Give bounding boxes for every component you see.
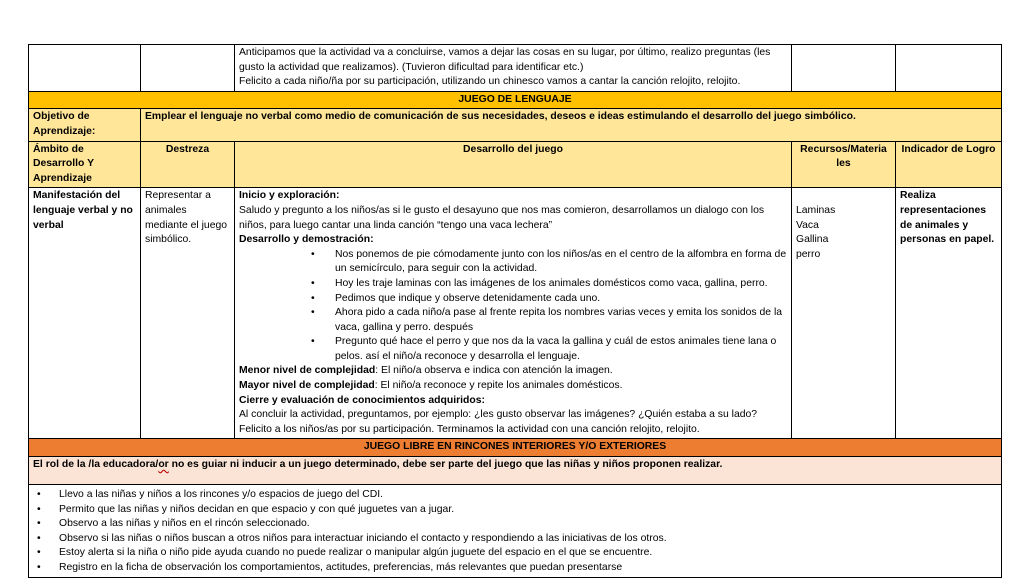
- recurso-item: Vaca: [796, 219, 819, 231]
- destreza-cell: Representar a animales mediante el juego simbólico.: [141, 188, 235, 439]
- closing-activity-cell: [235, 45, 792, 92]
- list-item: • Estoy alerta si la niña o niño pide ayuda cuando no puede realizar o manipular algún juguete del espacio en el que se encuentre.: [33, 546, 997, 561]
- list-item: • Pregunto qué hace el perro y que nos da la vaca la gallina y cuál de estos animales tiene lana o pelos. así el niño/a reconoce y desarrolla el lenguaje.: [239, 335, 787, 364]
- cierre-text: Al concluir la actividad, preguntamos, por ejemplo: ¿les gusto observar las imágenes? ¿Quién estaba a su lado? Felicito a los niños/as por su participación. Terminamos la actividad con una canción relojito, relojito.: [239, 409, 758, 435]
- objective-row: [29, 109, 1002, 141]
- cierre-label: Cierre y evaluación de conocimientos adquiridos:: [239, 394, 485, 406]
- section-title-juego-libre: JUEGO LIBRE EN RINCONES INTERIORES Y/O EXTERIORES: [29, 439, 1002, 457]
- section-title-juego-lenguaje: JUEGO DE LENGUAJE: [29, 91, 1002, 109]
- closing-line-2: Felicito a cada niño/ña por su participación, utilizando un chinesco vamos a cantar la canción relojito, relojito.: [239, 76, 741, 88]
- list-item: • Nos ponemos de pie cómodamente junto con los niños/as en el centro de la alfombra en forma de un semicírculo, para seguir con la actividad.: [239, 248, 787, 277]
- header-indicador: Indicador de Logro: [896, 141, 1002, 188]
- list-item: • Permito que las niñas y niños decidan en que espacio y con qué juguetes van a jugar.: [33, 503, 997, 518]
- indicador-cell: Realiza representaciones de animales y personas en papel.: [896, 188, 1002, 439]
- rol-text: El rol de la /la educadora/or no es guiar ni inducir a un juego determinado, debe ser parte del juego que las niñas y niños proponen realizar.: [29, 457, 1002, 485]
- recurso-item: Gallina: [796, 234, 829, 246]
- list-item: • Pedimos que indique y observe detenidamente cada uno.: [239, 292, 787, 307]
- rol-row: [29, 457, 1002, 485]
- desarrollo-label: Desarrollo y demostración:: [239, 234, 374, 246]
- list-item: • Llevo a las niñas y niños a los rincones y/o espacios de juego del CDI.: [33, 488, 997, 503]
- header-ambito: Ámbito de Desarrollo Y Aprendizaje: [29, 141, 141, 188]
- list-item: • Observo si las niñas o niños buscan a otros niños para interactuar iniciando el contacto y respondiendo a las iniciativas de los otros.: [33, 532, 997, 547]
- mayor-nivel: Mayor nivel de complejidad: El niño/a reconoce y repite los animales domésticos.: [239, 380, 623, 392]
- menor-nivel: Menor nivel de complejidad: El niño/a observa e indica con atención la imagen.: [239, 365, 613, 377]
- desarrollo-list: [239, 248, 787, 365]
- header-recursos: Recursos/Materia les: [792, 141, 896, 188]
- header-desarrollo: Desarrollo del juego: [235, 141, 792, 188]
- section-header-row: [29, 91, 1002, 109]
- document-page: [28, 44, 1001, 578]
- actions-list: [33, 488, 997, 576]
- inicio-text: Saludo y pregunto a los niños/as si le gusto el desayuno que nos mas comieron, desarrollamos un dialogo con los niños, para luego cantar una linda canción “tengo una vaca lechera”: [239, 204, 765, 231]
- planning-table: [28, 44, 1002, 578]
- list-item: • Observo a las niñas y niños en el rincón seleccionado.: [33, 517, 997, 532]
- content-row: [29, 188, 1002, 439]
- desarrollo-cell: [235, 188, 792, 439]
- recurso-item: perro: [796, 248, 821, 260]
- inicio-label: Inicio y exploración:: [239, 190, 340, 202]
- actions-row: [29, 485, 1002, 578]
- recurso-item: Laminas: [796, 204, 836, 216]
- list-item: • Ahora pido a cada niño/a pase al frente repita los nombres varias veces y emita los sonidos de la vaca, gallina y perro. después: [239, 306, 787, 335]
- actions-cell: [29, 485, 1002, 578]
- ambito-cell: Manifestación del lenguaje verbal y no verbal: [29, 188, 141, 439]
- objective-label: Objetivo de Aprendizaje:: [29, 109, 141, 141]
- top-row: [29, 45, 1002, 92]
- list-item: • Registro en la ficha de observación los comportamientos, actitudes, preferencias, más relevantes que puedan presentarse: [33, 561, 997, 576]
- section-header-row: [29, 439, 1002, 457]
- closing-line-1: Anticipamos que la actividad va a concluirse, vamos a dejar las cosas en su lugar, por último, realizo preguntas (les gusto la actividad que realizamos). (Tuvieron dificultad para identificar etc.): [239, 47, 771, 73]
- column-header-row: [29, 141, 1002, 188]
- recursos-cell: [792, 188, 896, 439]
- list-item: • Hoy les traje laminas con las imágenes de los animales domésticos como vaca, gallina, perro.: [239, 277, 787, 292]
- objective-text: Emplear el lenguaje no verbal como medio de comunicación de sus necesidades, deseos e ideas estimulando el desarrollo del juego simbólico.: [141, 109, 1002, 141]
- header-destreza: Destreza: [141, 141, 235, 188]
